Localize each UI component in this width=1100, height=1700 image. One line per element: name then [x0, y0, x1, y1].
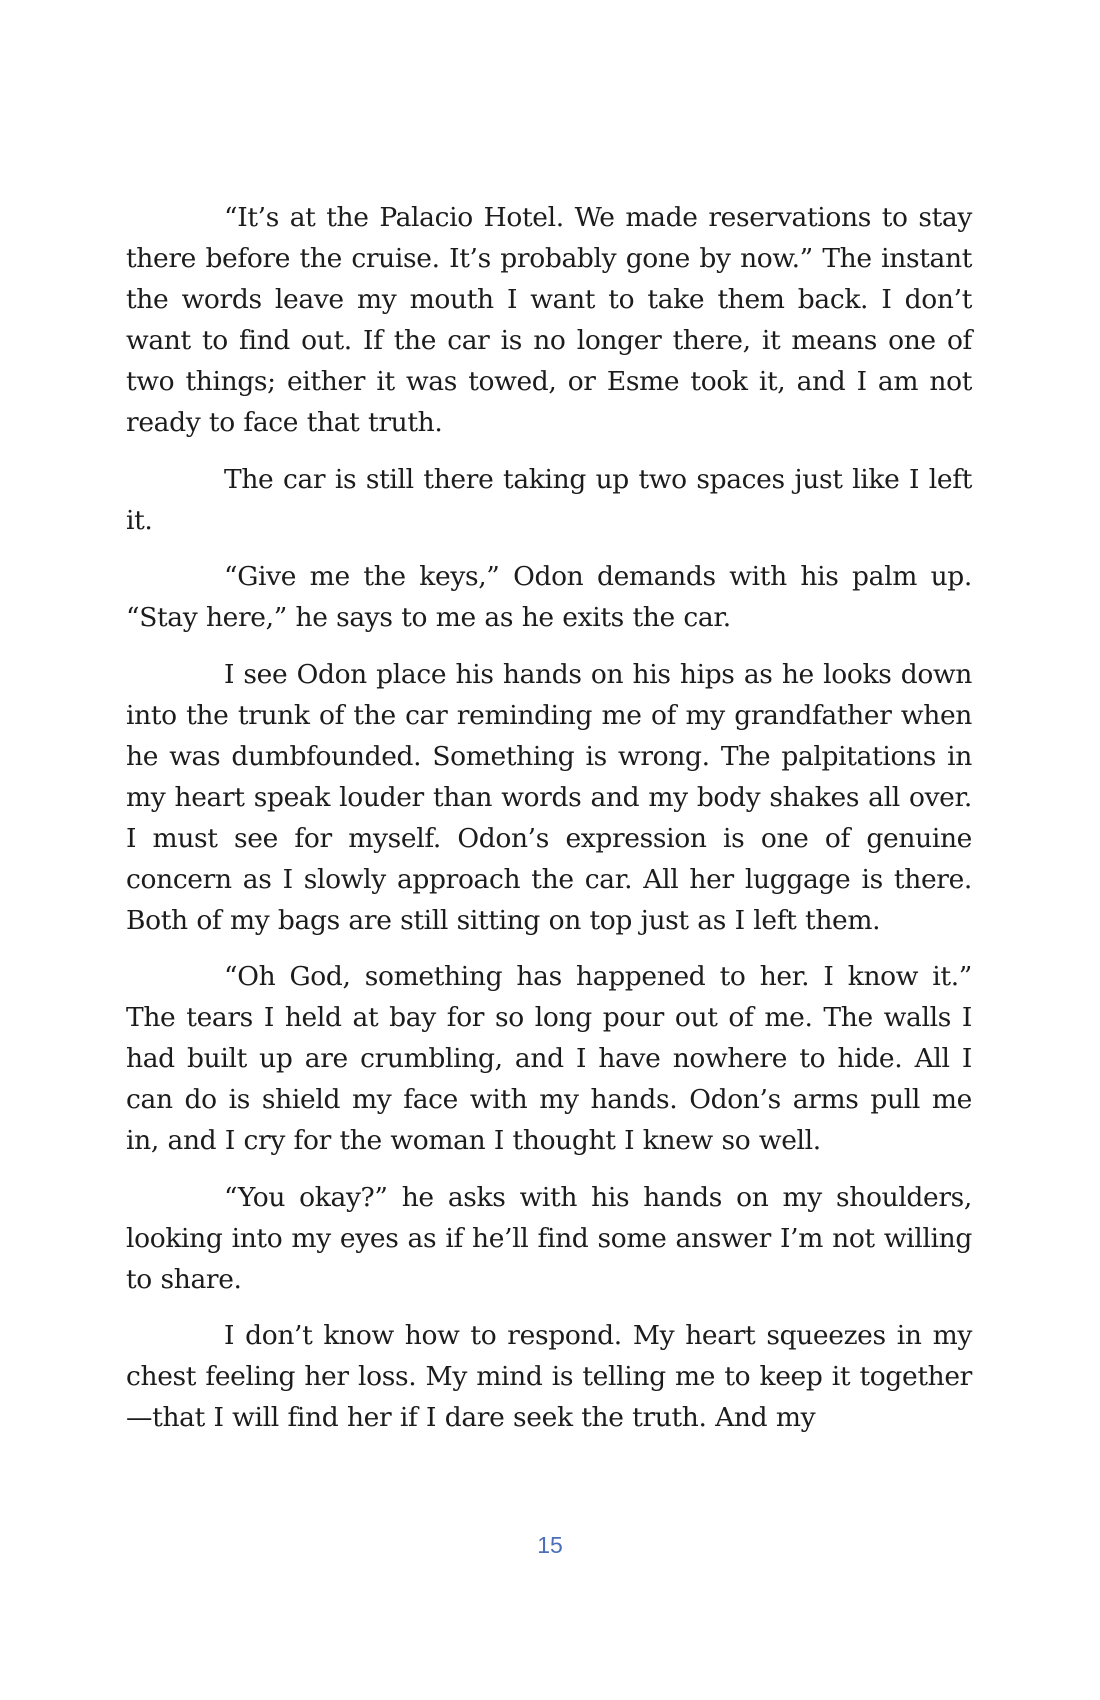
paragraph-7: I don’t know how to respond. My heart squeezes in my chest feeling her loss. My mind is telling me to keep it together—that I will find her if I dare seek the truth. And my: [126, 1320, 972, 1433]
page-body-text: [126, 197, 972, 1454]
paragraph-4: I see Odon place his hands on his hips as he looks down into the trunk of the car reminding me of my grandfather when he was dumbfounded. Something is wrong. The palpitations in my heart speak louder than words and my body shakes all over. I must see for myself. Odon’s expression is one of genuine concern as I slowly approach the car. All her luggage is there. Both of my bags are still sitting on top just as I left them.: [126, 658, 972, 936]
paragraph-1: “It’s at the Palacio Hotel. We made reservations to stay there before the cruise. It’s probably gone by now.” The instant the words leave my mouth I want to take them back. I don’t want to find out. If the car is no longer there, it means one of two things; either it was towed, or Esme took it, and I am not ready to face that truth.: [126, 202, 972, 438]
paragraph-6: “You okay?” he asks with his hands on my shoulders, looking into my eyes as if he’ll find some answer I’m not willing to share.: [126, 1181, 972, 1295]
paragraph-3: “Give me the keys,” Odon demands with his palm up. “Stay here,” he says to me as he exits the car.: [126, 561, 972, 633]
page-number: 15: [537, 1532, 563, 1558]
paragraph-5: “Oh God, something has happened to her. I know it.” The tears I held at bay for so long pour out of me. The walls I had built up are crumbling, and I have nowhere to hide. All I can do is shield my face with my hands. Odon’s arms pull me in, and I cry for the woman I thought I knew so well.: [126, 961, 972, 1156]
paragraph-2: The car is still there taking up two spaces just like I left it.: [126, 463, 972, 536]
